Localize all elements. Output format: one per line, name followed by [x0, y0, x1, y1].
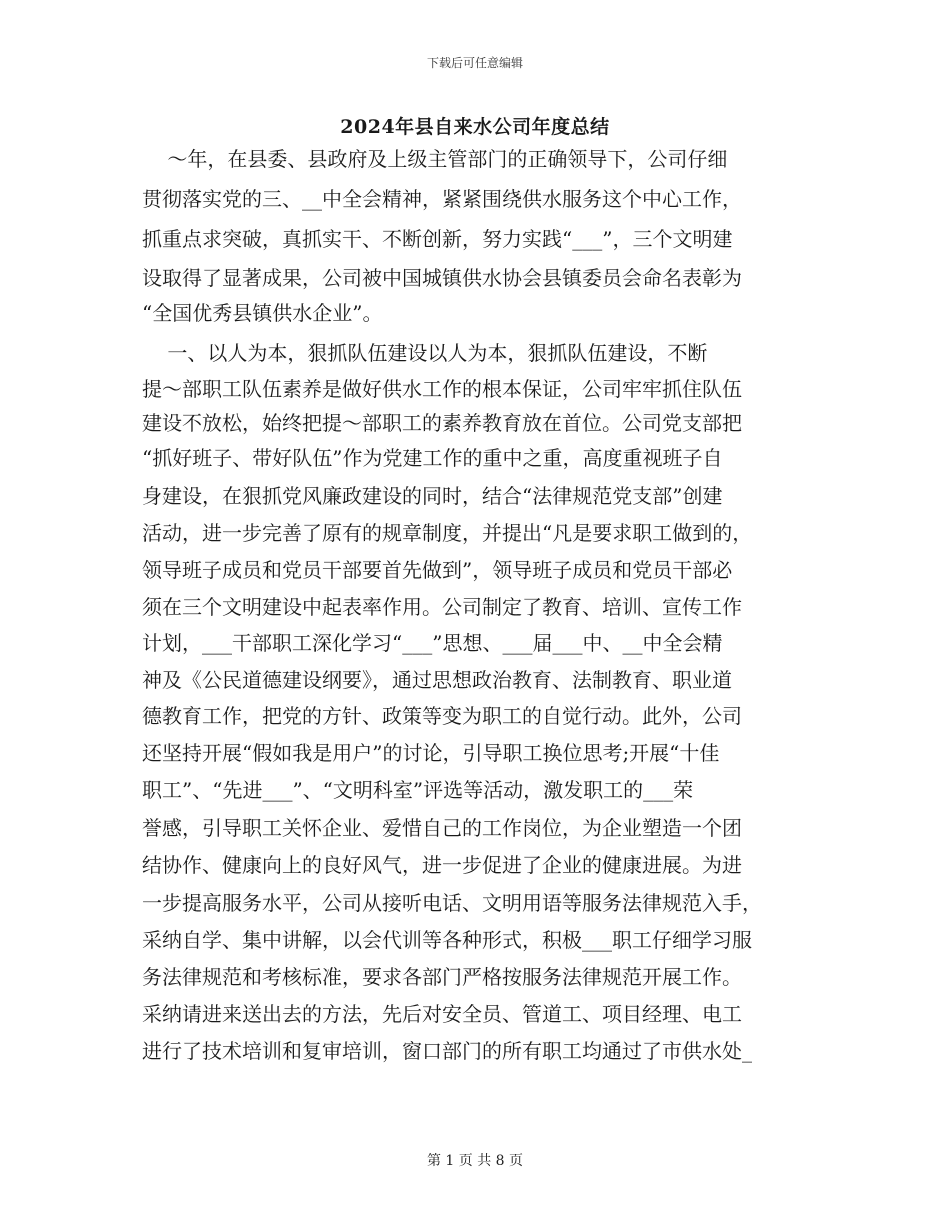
- body-line: 还坚持开展“假如我是用户”的讨论，引导职工换位思考;开展“十佳: [142, 741, 720, 765]
- body-line: 一、以人为本，狠抓队伍建设以人为本，狠抓队伍建设，不断: [142, 341, 708, 365]
- body-line: 设取得了显著成果，公司被中国城镇供水协会县镇委员会命名表彰为: [142, 266, 742, 290]
- body-line: 贯彻落实党的三、__中全会精神，紧紧围绕供水服务这个中心工作，: [142, 187, 742, 211]
- body-line: 誉感，引导职工关怀企业、爱惜自己的工作岗位，为企业塑造一个团: [142, 816, 742, 840]
- body-line: 一步提高服务水平，公司从接听电话、文明用语等服务法律规范入手，: [142, 891, 762, 915]
- body-line: 提～部职工队伍素养是做好供水工作的根本保证，公司牢牢抓住队伍: [142, 377, 742, 401]
- body-line: 领导班子成员和党员干部要首先做到”，领导班子成员和党员干部必: [142, 558, 733, 582]
- body-line: 须在三个文明建设中起表率作用。公司制定了教育、培训、宣传工作: [142, 595, 742, 619]
- body-line: 务法律规范和考核标准，要求各部门严格按服务法律规范开展工作。: [142, 965, 742, 989]
- document-title: 2024年县自来水公司年度总结: [340, 116, 610, 138]
- body-line: 抓重点求突破，真抓实干、不断创新，努力实践“___”，三个文明建: [142, 227, 733, 251]
- page-number: 第 1 页 共 8 页: [426, 1153, 524, 1169]
- body-line: 计划，___干部职工深化学习“___”思想、___届___中、__中全会精: [142, 631, 723, 655]
- body-line: 结协作、健康向上的良好风气，进一步促进了企业的健康进展。为进: [142, 853, 742, 877]
- page-header-note: 下载后可任意编辑: [426, 56, 523, 70]
- body-line: 活动，进一步完善了原有的规章制度，并提出“凡是要求职工做到的，: [142, 521, 753, 545]
- body-line: 建设不放松，始终把提～部职工的素养教育放在首位。公司党支部把: [142, 411, 742, 435]
- body-line: 神及《公民道德建设纲要》，通过思想政治教育、法制教育、职业道: [142, 668, 732, 692]
- body-line: 采纳自学、集中讲解，以会代训等各种形式，积极___职工仔细学习服: [142, 928, 752, 952]
- body-line: 职工”、“先进___”、“文明科室”评选等活动，激发职工的___荣: [142, 778, 694, 802]
- body-line: 身建设，在狠抓党风廉政建设的同时，结合“法律规范党支部”创建: [142, 484, 723, 508]
- body-line: 德教育工作，把党的方针、政策等变为职工的自觉行动。此外，公司: [142, 704, 742, 728]
- body-line: ～年，在县委、县政府及上级主管部门的正确领导下，公司仔细: [142, 147, 728, 171]
- body-line: “抓好班子、带好队伍”作为党建工作的重中之重，高度重视班子自: [142, 446, 723, 470]
- body-line: “全国优秀县镇供水企业”。: [142, 301, 383, 325]
- body-line: 进行了技术培训和复审培训，窗口部门的所有职工均通过了市供水处_: [142, 1039, 752, 1063]
- body-line: 采纳请进来送出去的方法，先后对安全员、管道工、项目经理、电工: [142, 1002, 742, 1026]
